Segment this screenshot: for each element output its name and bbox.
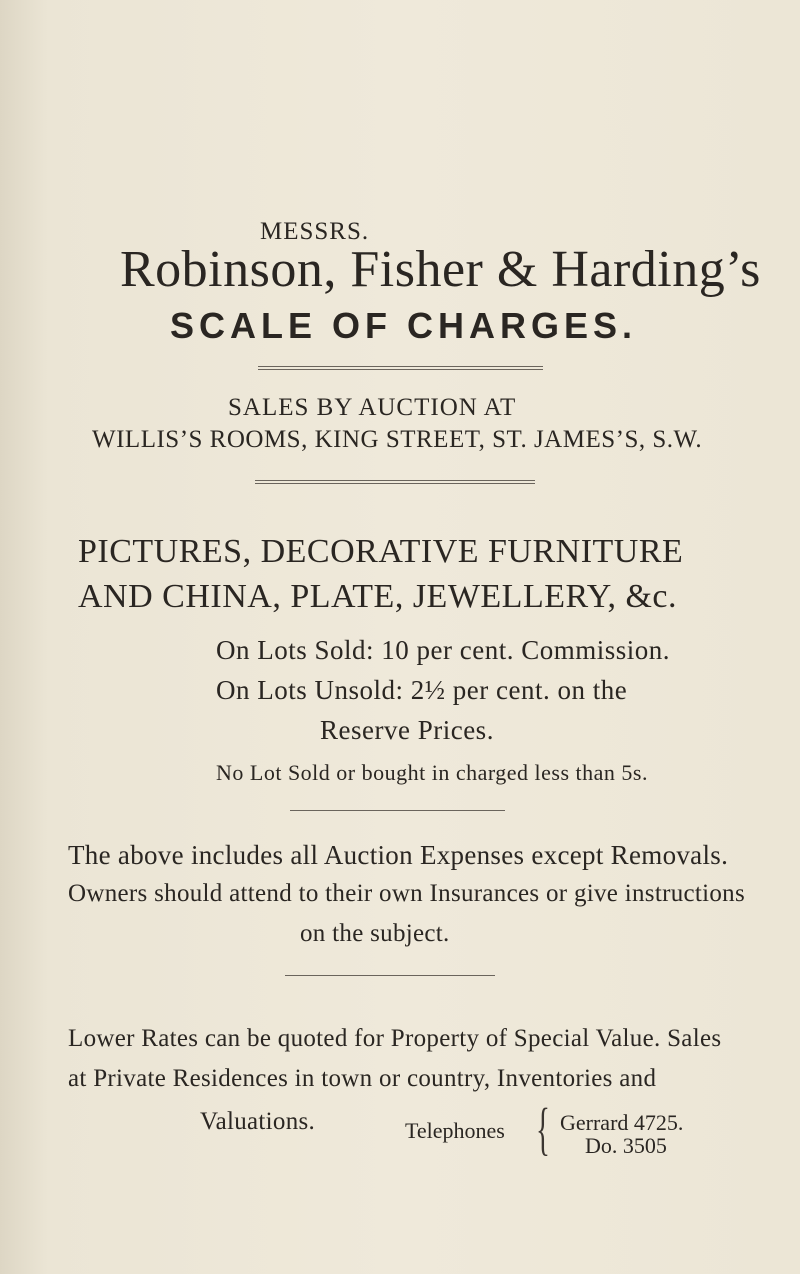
document-title: SCALE OF CHARGES. — [170, 305, 638, 346]
telephone-number-1: Gerrard 4725. — [560, 1110, 684, 1135]
rates-line-1: Lower Rates can be quoted for Property of Special Value. Sales — [68, 1025, 722, 1052]
divider-4 — [285, 975, 495, 976]
telephones-brace: { — [536, 1096, 550, 1161]
sales-heading: SALES BY AUCTION AT — [228, 394, 517, 421]
divider-1 — [258, 366, 543, 370]
telephones-label: Telephones — [405, 1118, 505, 1143]
minimum-charge: No Lot Sold or bought in charged less than 5s. — [216, 760, 648, 785]
messrs-label: MESSRS. — [260, 218, 370, 245]
commission-unsold-cont: Reserve Prices. — [320, 715, 494, 745]
commission-unsold: On Lots Unsold: 2½ per cent. on the — [216, 675, 628, 705]
firm-name: Robinson, Fisher & Harding’s — [120, 241, 761, 298]
rates-line-3: Valuations. — [200, 1108, 316, 1135]
expenses-line-3: on the subject. — [300, 920, 450, 947]
telephone-number-2: Do. 3505 — [585, 1133, 667, 1158]
commission-sold: On Lots Sold: 10 per cent. Commission. — [216, 635, 670, 665]
expenses-line-2: Owners should attend to their own Insurances or give instructions — [68, 880, 746, 907]
venue-address: WILLIS’S ROOMS, KING STREET, ST. JAMES’S, S.W. — [92, 426, 703, 453]
rates-line-2: at Private Residences in town or country, Inventories and — [68, 1065, 657, 1092]
divider-3 — [290, 810, 505, 811]
categories-line-2: AND CHINA, PLATE, JEWELLERY, &c. — [78, 578, 677, 615]
divider-2 — [255, 480, 535, 484]
categories-line-1: PICTURES, DECORATIVE FURNITURE — [78, 533, 684, 570]
expenses-line-1: The above includes all Auction Expenses except Removals. — [68, 840, 729, 870]
